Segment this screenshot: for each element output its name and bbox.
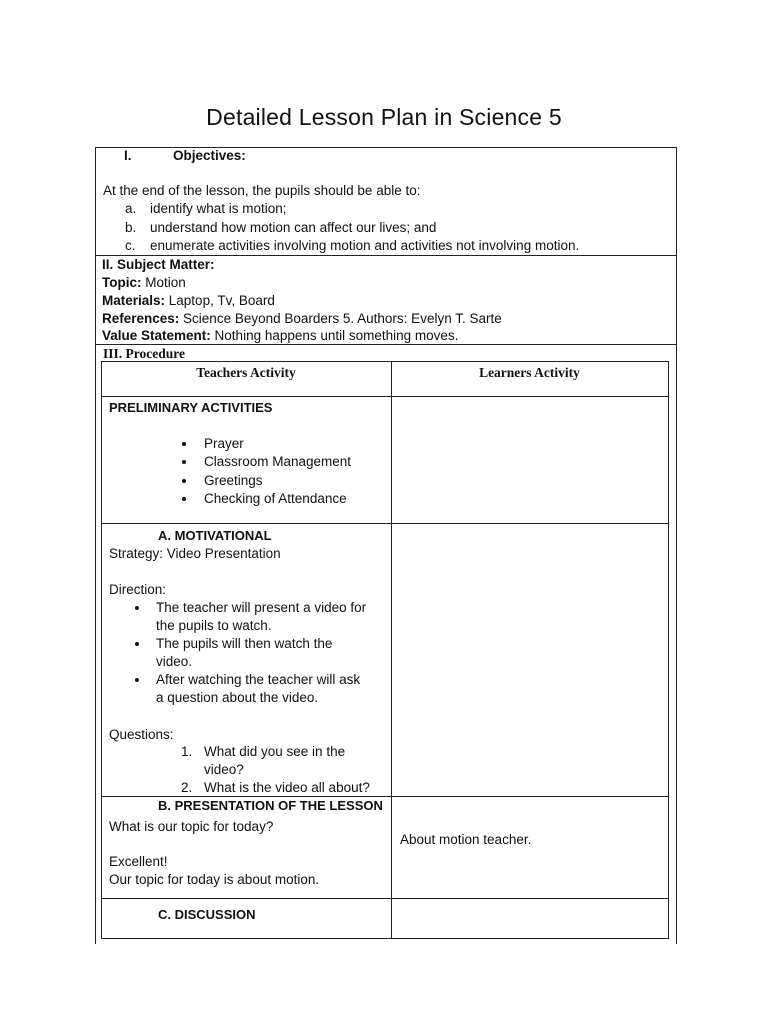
procedure-heading: III. Procedure	[103, 346, 185, 361]
bullet-icon	[182, 460, 186, 464]
subject-matter-heading: II. Subject Matter:	[102, 257, 215, 272]
inner-table-right	[668, 361, 669, 939]
header-row-divider	[101, 396, 669, 397]
objective-c: enumerate activities involving motion and activities not involving motion.	[150, 238, 580, 253]
objectives-heading: Objectives:	[173, 148, 246, 163]
discussion-heading: C. DISCUSSION	[158, 907, 256, 922]
subject-value-statement: Value Statement: Nothing happens until something moves.	[102, 328, 459, 343]
inner-table-left	[101, 361, 102, 939]
direction-3-line-2: a question about the video.	[156, 690, 319, 705]
column-header-learner: Learners Activity	[479, 365, 580, 380]
inner-table-bottom	[101, 938, 669, 939]
bullet-icon	[135, 606, 139, 610]
objectives-number: I.	[124, 148, 132, 163]
objective-c-marker: c.	[125, 238, 136, 253]
bullet-icon	[182, 479, 186, 483]
direction-2-line-2: video.	[156, 654, 193, 669]
objective-b: understand how motion can affect our lives; and	[150, 220, 437, 235]
motivational-strategy: Strategy: Video Presentation	[109, 546, 281, 561]
questions-label: Questions:	[109, 727, 174, 742]
column-header-teacher: Teachers Activity	[196, 365, 296, 380]
question-1-line-2: video?	[204, 762, 244, 777]
presentation-heading: B. PRESENTATION OF THE LESSON	[158, 798, 383, 813]
objectives-intro: At the end of the lesson, the pupils should be able to:	[103, 183, 421, 198]
bullet-icon	[135, 642, 139, 646]
preliminary-heading: PRELIMINARY ACTIVITIES	[109, 400, 273, 415]
presentation-question: What is our topic for today?	[109, 819, 274, 834]
preliminary-item-classroom: Classroom Management	[204, 454, 352, 469]
presentation-row-divider	[101, 898, 669, 899]
preliminary-row-divider	[101, 523, 669, 524]
preliminary-item-greetings: Greetings	[204, 473, 263, 488]
document-title: Detailed Lesson Plan in Science 5	[206, 104, 562, 130]
objective-a-marker: a.	[125, 201, 137, 216]
motivational-heading: A. MOTIVATIONAL	[158, 528, 272, 543]
direction-2-line-1: The pupils will then watch the	[156, 636, 333, 651]
subject-topic: Topic: Motion	[102, 275, 186, 290]
presentation-topic-line: Our topic for today is about motion.	[109, 872, 320, 887]
preliminary-item-prayer: Prayer	[204, 436, 244, 451]
bullet-icon	[182, 442, 186, 446]
learner-answer: About motion teacher.	[400, 832, 532, 847]
inner-table-middle	[391, 361, 392, 939]
presentation-excellent: Excellent!	[109, 854, 168, 869]
objective-b-marker: b.	[125, 220, 137, 235]
objective-a: identify what is motion;	[150, 201, 287, 216]
question-1-number: 1.	[181, 744, 193, 759]
bullet-icon	[182, 497, 186, 501]
subject-references: References: Science Beyond Boarders 5. Authors: Evelyn T. Sarte	[102, 311, 502, 326]
direction-3-line-1: After watching the teacher will ask	[156, 672, 361, 687]
preliminary-item-attendance: Checking of Attendance	[204, 491, 347, 506]
question-2-line-1: What is the video all about?	[204, 780, 370, 795]
bullet-icon	[135, 678, 139, 682]
question-2-number: 2.	[181, 780, 193, 795]
subject-materials: Materials: Laptop, Tv, Board	[102, 293, 275, 308]
direction-1-line-2: the pupils to watch.	[156, 618, 272, 633]
direction-label: Direction:	[109, 582, 167, 597]
direction-1-line-1: The teacher will present a video for	[156, 600, 367, 615]
question-1-line-1: What did you see in the	[204, 744, 346, 759]
inner-table-top	[101, 361, 669, 362]
